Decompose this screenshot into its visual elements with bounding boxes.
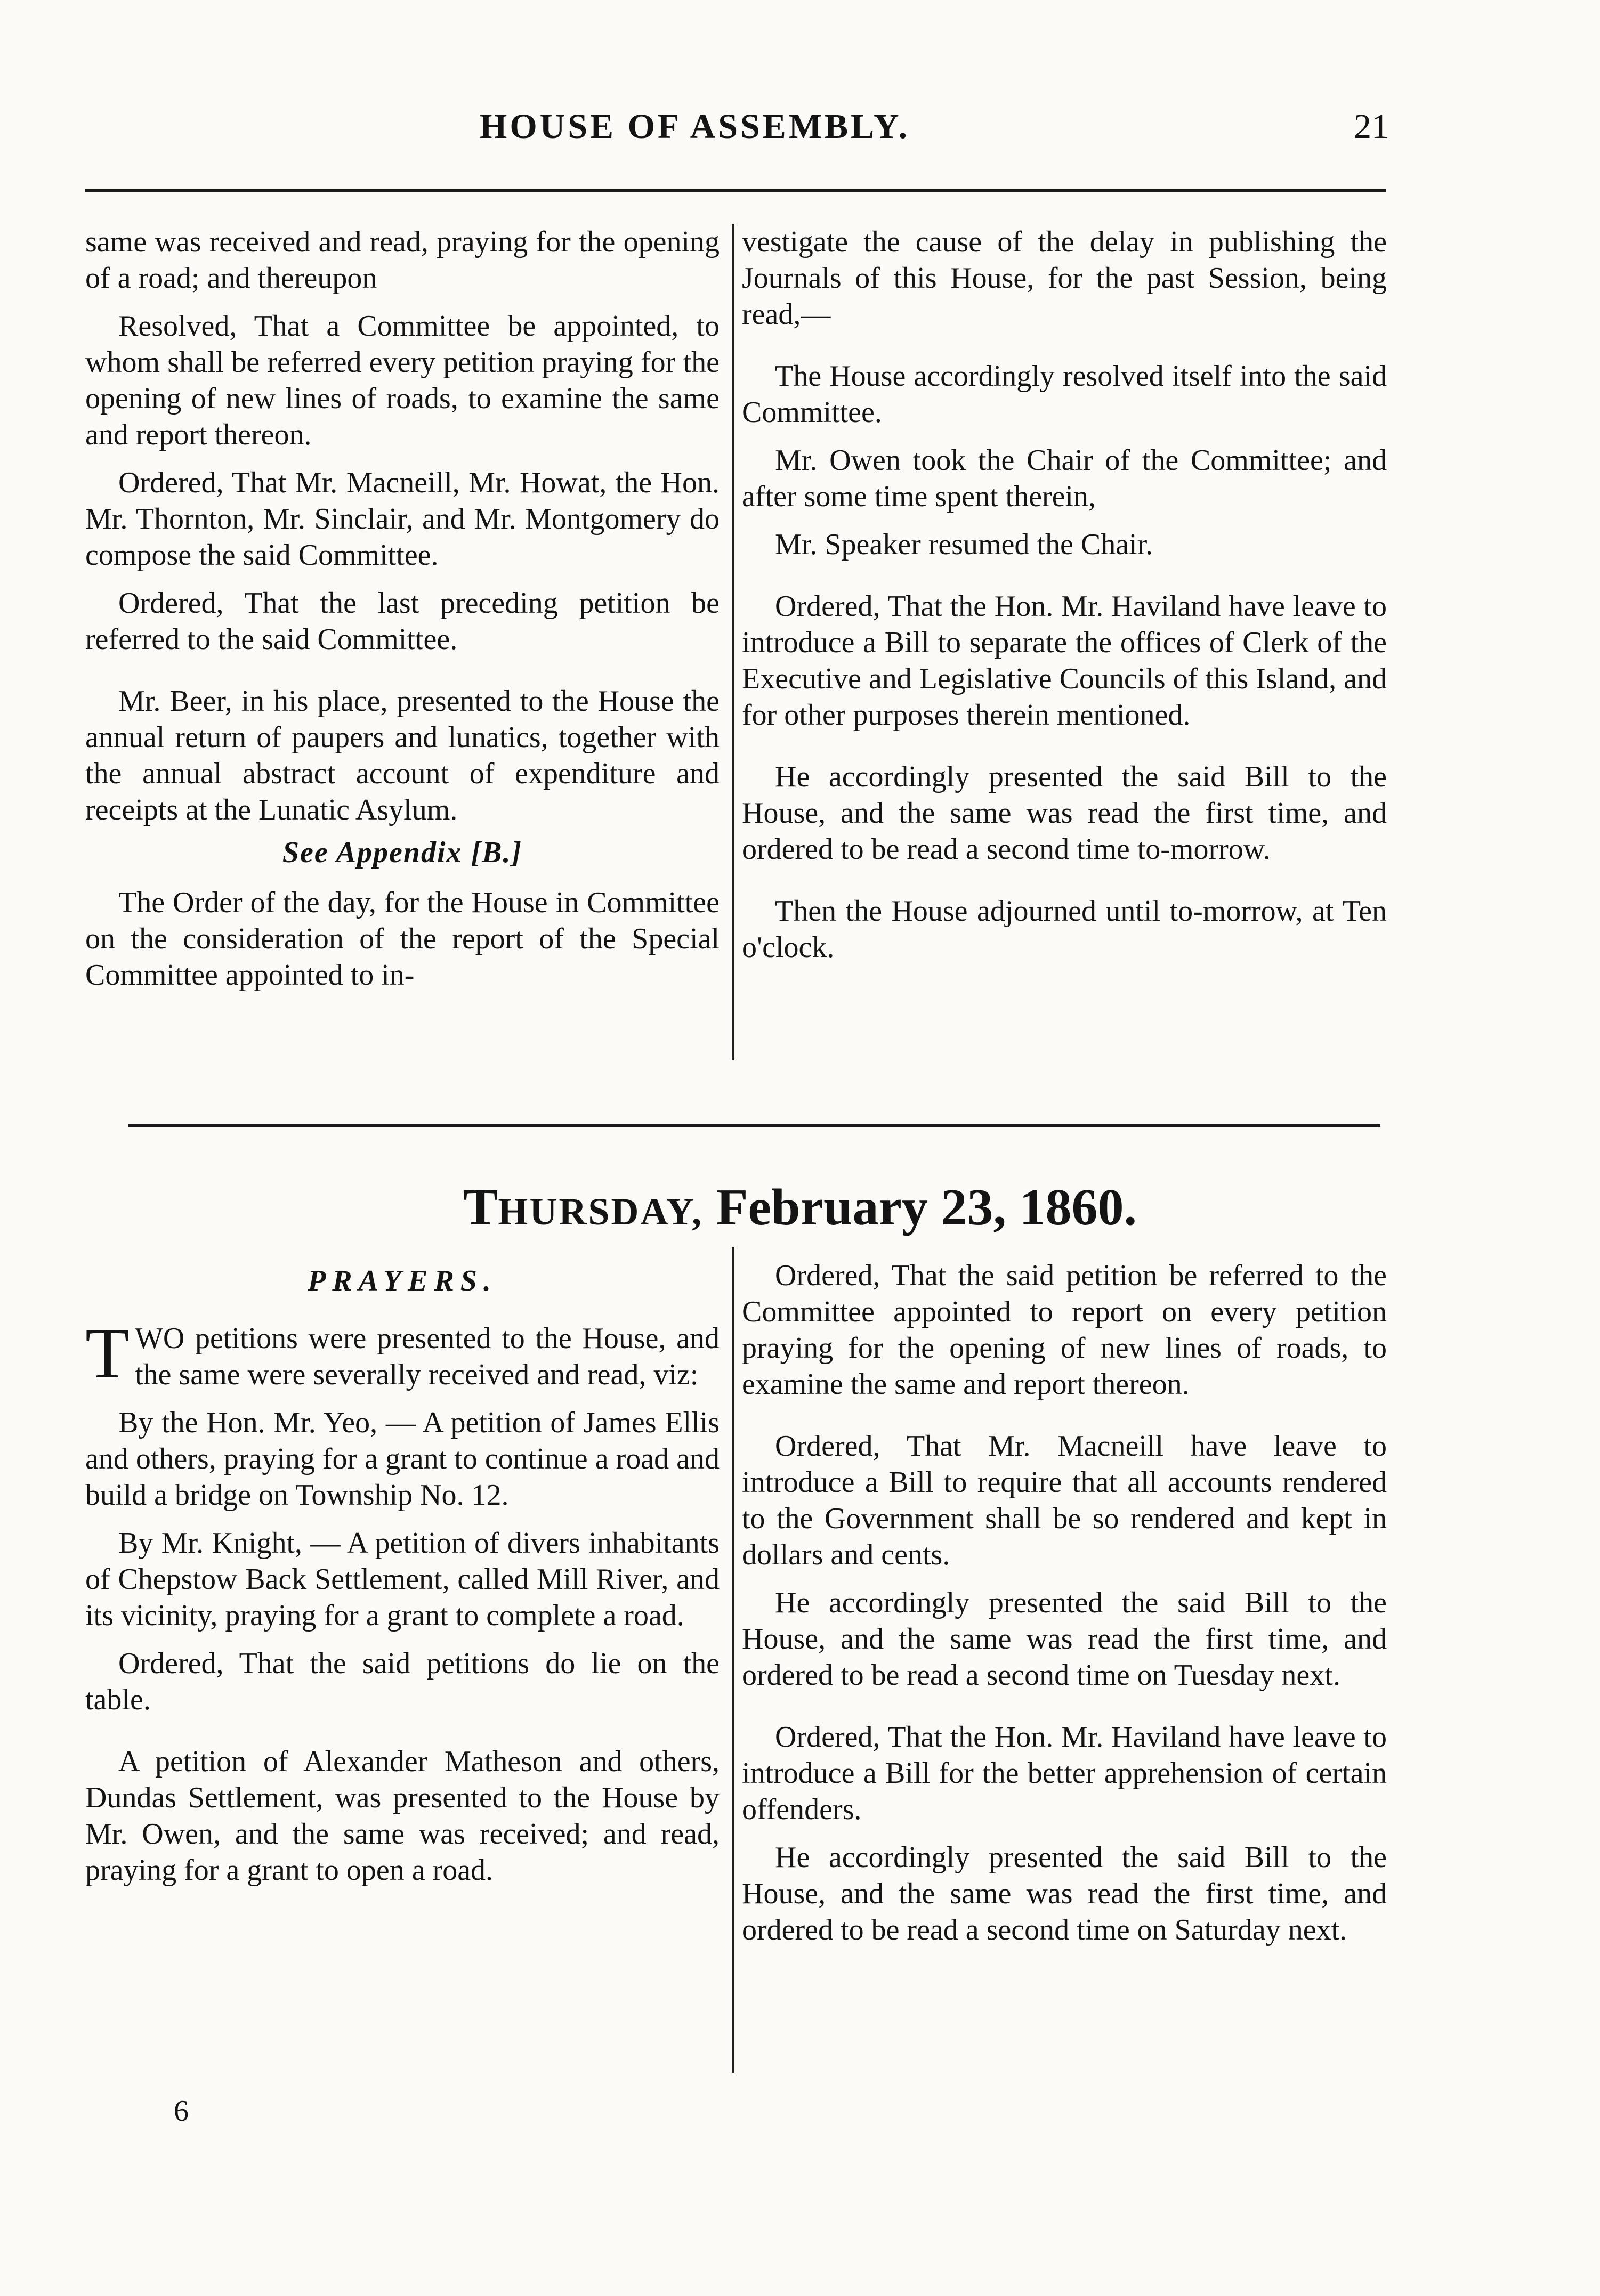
paragraph: Resolved, That a Committee be appointed, to whom shall be referred every petition praying for the opening of new lines of roads, to examine the same and report thereon. bbox=[85, 310, 720, 451]
date-heading-date: February 23, 1860. bbox=[716, 1179, 1137, 1236]
paragraph: same was received and read, praying for the opening of a road; and thereupon bbox=[85, 225, 720, 295]
paragraph: The Order of the day, for the House in Committee on the consideration of the report of the Special Committee appointed to in- bbox=[85, 886, 720, 992]
page-header-title: HOUSE OF ASSEMBLY. bbox=[480, 107, 910, 146]
paragraph: Mr. Owen took the Chair of the Committee; and after some time spent therein, bbox=[742, 444, 1387, 513]
bottom-left-column bbox=[85, 1263, 720, 1900]
paragraph: Ordered, That Mr. Macneill have leave to introduce a Bill to require that all accounts rendered to the Government shall be so rendered and kept in dollars and cents. bbox=[742, 1430, 1387, 1571]
paragraph: Ordered, That the Hon. Mr. Haviland have leave to introduce a Bill to separate the offices of Clerk of the Executive and Legislative Councils of this Island, and for other purposes therein mentioned. bbox=[742, 590, 1387, 732]
date-heading-day: HURSDAY, bbox=[498, 1190, 704, 1233]
paragraph bbox=[85, 1313, 720, 1393]
paragraph: Mr. Speaker resumed the Chair. bbox=[775, 528, 1153, 561]
top-left-column bbox=[85, 224, 720, 1005]
header-rule bbox=[85, 189, 1386, 192]
prayers-heading: PRAYERS. bbox=[308, 1264, 497, 1297]
paragraph: He accordingly presented the said Bill to the House, and the same was read the first time, and ordered to be read a second time to-morrow. bbox=[742, 760, 1387, 866]
date-heading bbox=[0, 1178, 1600, 1237]
date-heading-day-initial: T bbox=[463, 1179, 498, 1236]
paragraph: Ordered, That the said petition be referred to the Committee appointed to report on every petition praying for the opening of new lines of roads, to examine the same and report thereon. bbox=[742, 1259, 1387, 1401]
appendix-reference: See Appendix [B.] bbox=[282, 836, 523, 869]
page-number: 21 bbox=[1354, 107, 1389, 146]
paragraph: A petition of Alexander Matheson and others, Dundas Settlement, was presented to the House by Mr. Owen, and the same was received; and read, praying for a grant to open a road. bbox=[85, 1745, 720, 1887]
paragraph-text: WO petitions were presented to the House, and the same were severally received and read, viz: bbox=[135, 1322, 720, 1391]
paragraph: Ordered, That Mr. Macneill, Mr. Howat, the Hon. Mr. Thornton, Mr. Sinclair, and Mr. Montgomery do compose the said Committee. bbox=[85, 466, 720, 572]
paragraph: By the Hon. Mr. Yeo, — A petition of James Ellis and others, praying for a grant to continue a road and build a bridge on Township No. 12. bbox=[85, 1406, 720, 1512]
section-rule bbox=[128, 1124, 1380, 1127]
paragraph: Ordered, That the last preceding petition be referred to the said Committee. bbox=[85, 587, 720, 656]
signature-mark: 6 bbox=[174, 2095, 189, 2128]
bottom-right-column bbox=[742, 1257, 1387, 1960]
paragraph: Then the House adjourned until to-morrow, at Ten o'clock. bbox=[742, 895, 1387, 964]
paragraph: Mr. Beer, in his place, presented to the House the annual return of paupers and lunatics, together with the annual abstract account of expenditure and receipts at the Lunatic Asylum. bbox=[85, 685, 720, 826]
paragraph: vestigate the cause of the delay in publishing the Journals of this House, for the past Session, being read,— bbox=[742, 225, 1387, 331]
paragraph: Ordered, That the Hon. Mr. Haviland have leave to introduce a Bill for the better apprehension of certain offenders. bbox=[742, 1721, 1387, 1826]
column-divider bbox=[732, 1247, 734, 2073]
column-divider bbox=[732, 224, 734, 1060]
paragraph: He accordingly presented the said Bill to the House, and the same was read the first time, and ordered to be read a second time on Saturday next. bbox=[742, 1841, 1387, 1946]
dropcap: T bbox=[85, 1313, 130, 1393]
paragraph: He accordingly presented the said Bill to the House, and the same was read the first time, and ordered to be read a second time on Tuesday next. bbox=[742, 1586, 1387, 1692]
paragraph: Ordered, That the said petitions do lie on the table. bbox=[85, 1647, 720, 1716]
paragraph: By Mr. Knight, — A petition of divers inhabitants of Chepstow Back Settlement, called Mill River, and its vicinity, praying for a grant to complete a road. bbox=[85, 1527, 720, 1632]
top-right-column bbox=[742, 224, 1387, 977]
paragraph: The House accordingly resolved itself into the said Committee. bbox=[742, 360, 1387, 429]
